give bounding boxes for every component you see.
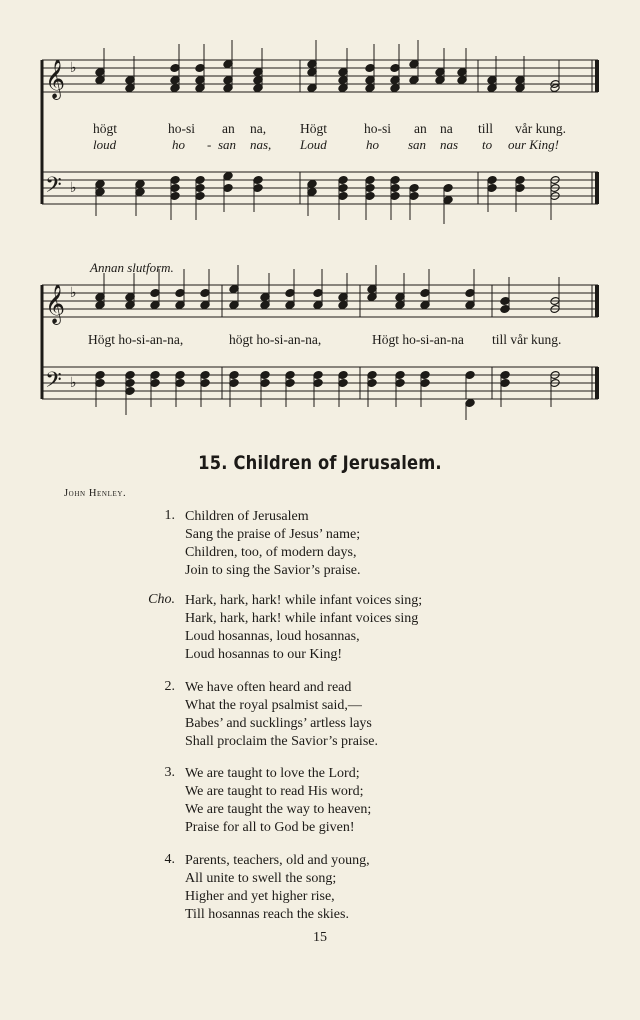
verse-line: Sang the praise of Jesus’ name; [185, 527, 361, 542]
lyric: loud [93, 137, 117, 152]
lyric: till vår kung. [492, 332, 562, 347]
lyric: an [222, 121, 235, 136]
verse-line: Higher and yet higher rise, [185, 889, 335, 904]
lyric: Högt ho-si-an-na [372, 332, 464, 347]
lyric: - [207, 137, 212, 152]
hymn-title: 15. Children of Jerusalem. [198, 452, 442, 474]
lyric: Högt [300, 121, 327, 136]
verse-line: Loud hosannas to our King! [185, 647, 343, 662]
lyric: our King! [508, 137, 559, 152]
verse-line: We are taught the way to heaven; [185, 802, 372, 817]
lyric: ho [172, 137, 185, 152]
verse-line: Babes’ and sucklings’ artless lays [185, 716, 372, 731]
treble-clef-icon: 𝄞 [45, 284, 66, 324]
flat-sign: ♭ [70, 60, 77, 76]
lyric: san [408, 137, 427, 152]
verse-line: Parents, teachers, old and young, [185, 853, 370, 868]
lyric: nas, [250, 137, 272, 152]
bass-clef-icon: 𝄢 [45, 368, 62, 398]
lyric: Loud [300, 137, 327, 152]
stanza-number: 4. [164, 852, 175, 867]
verse-line: All unite to swell the song; [185, 871, 337, 886]
verse-line: We are taught to love the Lord; [185, 766, 360, 781]
lyric: Högt ho-si-an-na, [88, 332, 184, 347]
flat-sign: ♭ [70, 180, 77, 196]
page-number: 15 [313, 930, 327, 945]
lyric: högt [93, 121, 118, 136]
flat-sign: ♭ [70, 375, 77, 391]
music-notation [0, 0, 640, 420]
verse-line: Children, too, of modern days, [185, 545, 357, 560]
lyric: till [478, 121, 494, 136]
verse-line: We are taught to read His word; [185, 784, 364, 799]
flat-sign: ♭ [70, 285, 77, 301]
verse-line: Join to sing the Savior’s praise. [185, 563, 361, 578]
bass-clef-icon: 𝄢 [45, 173, 62, 203]
hymn-author: John Henley. [64, 488, 127, 499]
verse-line: Hark, hark, hark! while infant voices sing [185, 611, 419, 626]
treble-clef-icon: 𝄞 [45, 59, 66, 99]
stanza-number: 2. [164, 679, 175, 694]
lyric: san [218, 137, 237, 152]
verse-line: Till hosannas reach the skies. [185, 907, 349, 922]
verse-line: Loud hosannas, loud hosannas, [185, 629, 360, 644]
lyric: an [414, 121, 427, 136]
lyric: to [482, 137, 493, 152]
stanza-number: 1. [164, 508, 175, 523]
verse-line: We have often heard and read [185, 680, 352, 695]
chorus-label: Cho. [148, 592, 175, 607]
verse-line: Hark, hark, hark! while infant voices sing; [185, 593, 423, 608]
lyric: na [440, 121, 453, 136]
lyric: högt ho-si-an-na, [229, 332, 322, 347]
alternate-ending-label: Annan slutform. [90, 260, 174, 275]
lyric: nas [440, 137, 459, 152]
lyric: na, [250, 121, 267, 136]
verse-line: Shall proclaim the Savior’s praise. [185, 734, 378, 749]
lyric: ho-si [364, 121, 391, 136]
verse-line: What the royal psalmist said,— [185, 698, 362, 713]
stanza-number: 3. [164, 765, 175, 780]
verse-line: Children of Jerusalem [185, 509, 309, 524]
lyric: vår kung. [515, 121, 566, 136]
lyric: ho-si [168, 121, 195, 136]
lyric: ho [366, 137, 379, 152]
verse-line: Praise for all to God be given! [185, 820, 355, 835]
